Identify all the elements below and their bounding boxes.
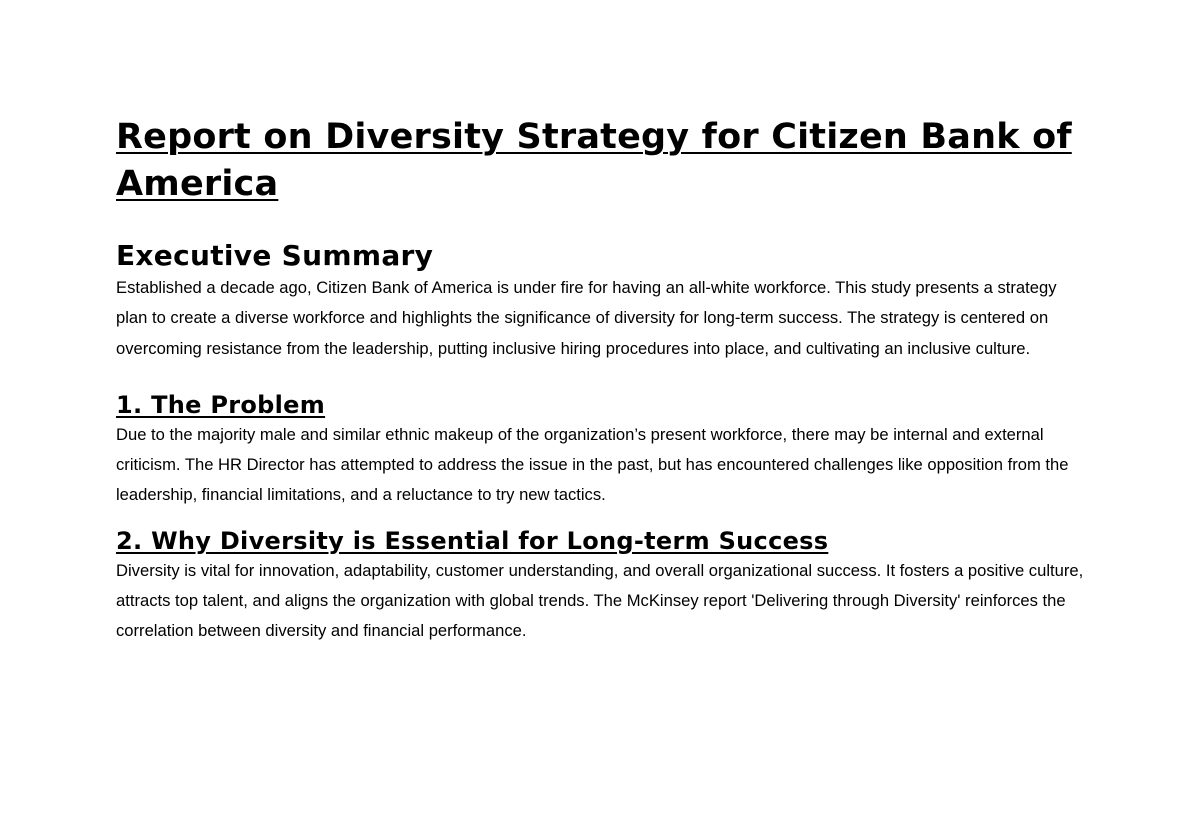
executive-summary-heading: Executive Summary xyxy=(116,239,434,272)
section-why-diversity xyxy=(116,526,1091,647)
section-heading-why-diversity: 2. Why Diversity is Essential for Long-term Success xyxy=(116,526,829,555)
executive-summary-text: Established a decade ago, Citizen Bank of America is under fire for having an all-white workforce. This study presents a strategy plan to create a diverse workforce and highlights the significance of diversity for long-term success. The strategy is centered on overcoming resistance from the leadership, putting inclusive hiring procedures into place, and cultivating an inclusive culture. xyxy=(116,278,1057,358)
section-text-why-diversity: Diversity is vital for innovation, adaptability, customer understanding, and overall organizational success. It fosters a positive culture, attracts top talent, and aligns the organization with global trends. The McKinsey report 'Delivering through Diversity' reinforces the correlation between diversity and financial performance. xyxy=(116,560,1084,641)
section-heading-problem: 1. The Problem xyxy=(116,390,326,419)
section-text-problem: Due to the majority male and similar ethnic makeup of the organization’s present workforce, there may be internal and external criticism. The HR Director has attempted to address the issue in the past, but has encountered challenges like opposition from the leadership, financial limitations, and a reluctance to try new tactics. xyxy=(116,424,1069,505)
section-the-problem xyxy=(116,390,1091,511)
document-title: Report on Diversity Strategy for Citizen Bank of America xyxy=(116,117,1072,204)
document-page xyxy=(116,114,1091,647)
